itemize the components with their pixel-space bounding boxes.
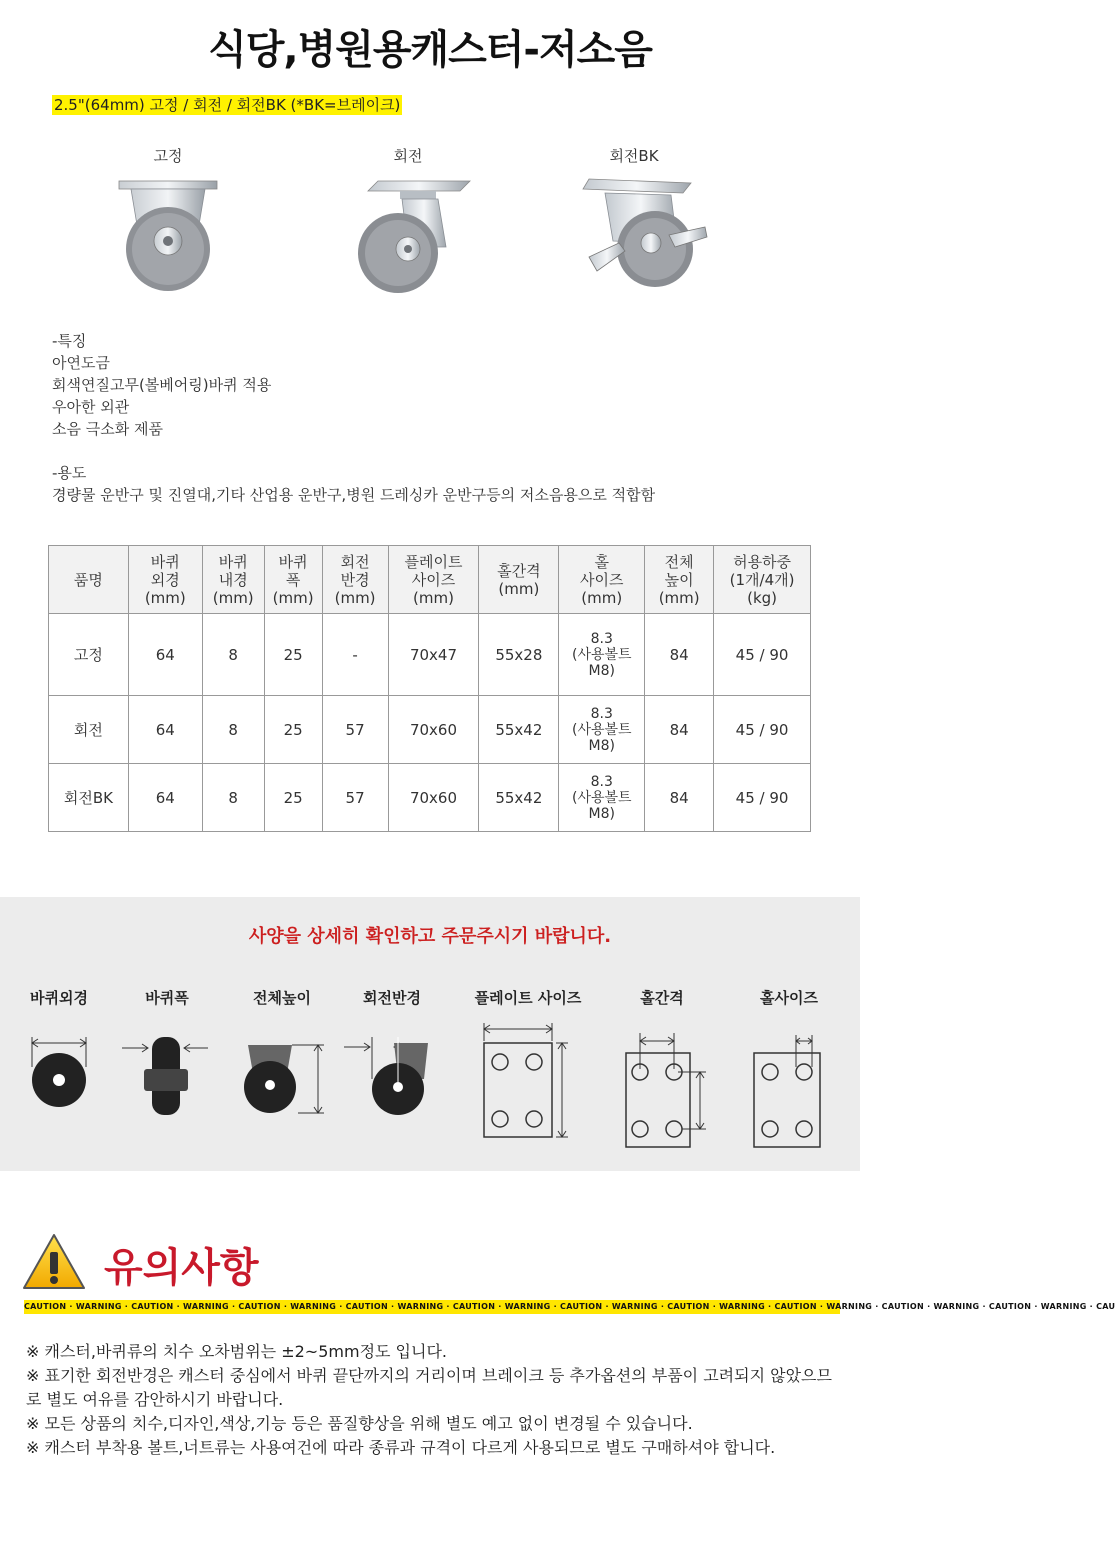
table-header: 허용하중 (1개/4개) (kg) bbox=[714, 546, 811, 614]
wheel-diameter-icon bbox=[18, 1007, 100, 1117]
product-label: 회전 bbox=[393, 147, 423, 165]
table-cell: 57 bbox=[322, 764, 388, 832]
table-cell: 8 bbox=[202, 764, 264, 832]
table-cell: 45 / 90 bbox=[714, 764, 811, 832]
product-swivel bbox=[318, 145, 498, 297]
caution-title: 유의사항 bbox=[104, 1245, 259, 1291]
table-header: 바퀴 외경 (mm) bbox=[128, 546, 202, 614]
table-cell: 70x47 bbox=[388, 614, 479, 696]
table-header: 회전 반경 (mm) bbox=[322, 546, 388, 614]
product-fixed bbox=[78, 145, 258, 297]
table-header-row bbox=[49, 546, 811, 614]
table-cell: 55x42 bbox=[479, 696, 559, 764]
guide-label: 회전반경 bbox=[363, 989, 421, 1007]
swivel-radius-icon bbox=[340, 1007, 444, 1117]
table-cell: 25 bbox=[264, 764, 322, 832]
table-cell: 25 bbox=[264, 696, 322, 764]
table-cell: 25 bbox=[264, 614, 322, 696]
feature-item: 소음 극소화 제품 bbox=[52, 420, 163, 438]
table-cell: 8 bbox=[202, 696, 264, 764]
table-row bbox=[49, 614, 811, 696]
guide-item-swivel-radius bbox=[340, 987, 444, 1121]
warning-triangle-icon bbox=[22, 1232, 86, 1292]
swivel-brake-caster-photo-icon bbox=[559, 177, 709, 297]
page-title: 식당,병원용캐스터-저소음 bbox=[208, 27, 652, 73]
spec-table bbox=[48, 545, 811, 832]
product-swivel-brake bbox=[544, 145, 724, 297]
guide-label: 홀사이즈 bbox=[760, 989, 818, 1007]
caution-tape: CAUTION · WARNING · CAUTION · WARNING · CAUTION · WARNING · CAUTION · WARNING · CAUTION · WARNING · CAUTION · WARNING · CAUTION · WARNING · CAUTION · WARNING · CAUTION · WARNING · CAUTION · WARNING · CAU bbox=[24, 1300, 840, 1314]
table-cell: 84 bbox=[645, 614, 714, 696]
table-cell: 57 bbox=[322, 696, 388, 764]
table-cell: 회전 bbox=[49, 696, 129, 764]
table-cell: 55x28 bbox=[479, 614, 559, 696]
table-cell: 55x42 bbox=[479, 764, 559, 832]
table-cell: 8 bbox=[202, 614, 264, 696]
table-row bbox=[49, 764, 811, 832]
table-cell: 70x60 bbox=[388, 764, 479, 832]
guide-item-wheel-width bbox=[122, 987, 212, 1121]
table-header: 플레이트 사이즈 (mm) bbox=[388, 546, 479, 614]
caution-note: ※ 캐스터,바퀴류의 치수 오차범위는 ±2~5mm정도 입니다. bbox=[26, 1342, 448, 1361]
feature-item: 아연도금 bbox=[52, 354, 110, 372]
measurement-guide bbox=[0, 897, 860, 1171]
feature-item: 우아한 외관 bbox=[52, 398, 130, 416]
usage-text: 경량물 운반구 및 진열대,기타 산업용 운반구,병원 드레싱카 운반구등의 저소음용으로 적합함 bbox=[52, 486, 656, 504]
table-cell: 8.3 (사용볼트 M8) bbox=[559, 696, 645, 764]
table-cell: 고정 bbox=[49, 614, 129, 696]
table-cell: 8.3 (사용볼트 M8) bbox=[559, 614, 645, 696]
table-cell: 45 / 90 bbox=[714, 696, 811, 764]
features-heading: -특징 bbox=[52, 332, 87, 350]
guide-label: 플레이트 사이즈 bbox=[474, 989, 582, 1007]
table-cell: 64 bbox=[128, 696, 202, 764]
table-header: 홀 사이즈 (mm) bbox=[559, 546, 645, 614]
caution-note: ※ 모든 상품의 치수,디자인,색상,기능 등은 품질향상을 위해 별도 예고 없이 변경될 수 있습니다. bbox=[26, 1414, 693, 1433]
fixed-caster-photo-icon bbox=[113, 177, 223, 297]
table-cell: 45 / 90 bbox=[714, 614, 811, 696]
guide-item-total-height bbox=[232, 987, 332, 1121]
table-cell: 회전BK bbox=[49, 764, 129, 832]
hole-size-icon bbox=[742, 1007, 836, 1132]
feature-item: 회색연질고무(볼베어링)바퀴 적용 bbox=[52, 376, 272, 394]
swivel-caster-photo-icon bbox=[338, 177, 478, 297]
guide-label: 바퀴외경 bbox=[30, 989, 88, 1007]
table-cell: 64 bbox=[128, 764, 202, 832]
wheel-width-icon bbox=[122, 1007, 212, 1117]
table-cell: - bbox=[322, 614, 388, 696]
guide-label: 바퀴폭 bbox=[145, 989, 189, 1007]
table-cell: 8.3 (사용볼트 M8) bbox=[559, 764, 645, 832]
caution-notes bbox=[26, 1340, 836, 1460]
guide-label: 전체높이 bbox=[253, 989, 311, 1007]
table-cell: 84 bbox=[645, 764, 714, 832]
usage-heading: -용도 bbox=[52, 464, 87, 482]
guide-label: 홀간격 bbox=[640, 989, 684, 1007]
guide-item-hole-spacing bbox=[612, 987, 712, 1136]
guide-item-wheel-diameter bbox=[18, 987, 100, 1121]
total-height-icon bbox=[232, 1007, 332, 1117]
table-header: 바퀴 폭 (mm) bbox=[264, 546, 322, 614]
order-notice: 사양을 상세히 확인하고 주문주시기 바랍니다. bbox=[248, 926, 612, 947]
table-header: 바퀴 내경 (mm) bbox=[202, 546, 264, 614]
caution-note: ※ 캐스터 부착용 볼트,너트류는 사용여건에 따라 종류과 규격이 다르게 사용되므로 별도 구매하셔야 합니다. bbox=[26, 1438, 776, 1457]
guide-item-hole-size bbox=[742, 987, 836, 1136]
table-cell: 64 bbox=[128, 614, 202, 696]
table-header: 홀간격 (mm) bbox=[479, 546, 559, 614]
table-header: 품명 bbox=[49, 546, 129, 614]
plate-size-icon bbox=[466, 1007, 590, 1132]
table-cell: 70x60 bbox=[388, 696, 479, 764]
caution-note: ※ 표기한 회전반경은 캐스터 중심에서 바퀴 끝단까지의 거리이며 브레이크 등 추가옵션의 부품이 고려되지 않았으므로 별도 여유를 감안하시기 바랍니다. bbox=[26, 1366, 832, 1409]
product-label: 고정 bbox=[153, 147, 183, 165]
product-subtitle: 2.5"(64mm) 고정 / 회전 / 회전BK (*BK=브레이크) bbox=[54, 96, 401, 114]
table-row bbox=[49, 696, 811, 764]
guide-item-plate-size bbox=[466, 987, 590, 1136]
features-section bbox=[52, 330, 655, 506]
product-label: 회전BK bbox=[609, 147, 659, 165]
table-header: 전체 높이 (mm) bbox=[645, 546, 714, 614]
table-cell: 84 bbox=[645, 696, 714, 764]
hole-spacing-icon bbox=[612, 1007, 712, 1132]
